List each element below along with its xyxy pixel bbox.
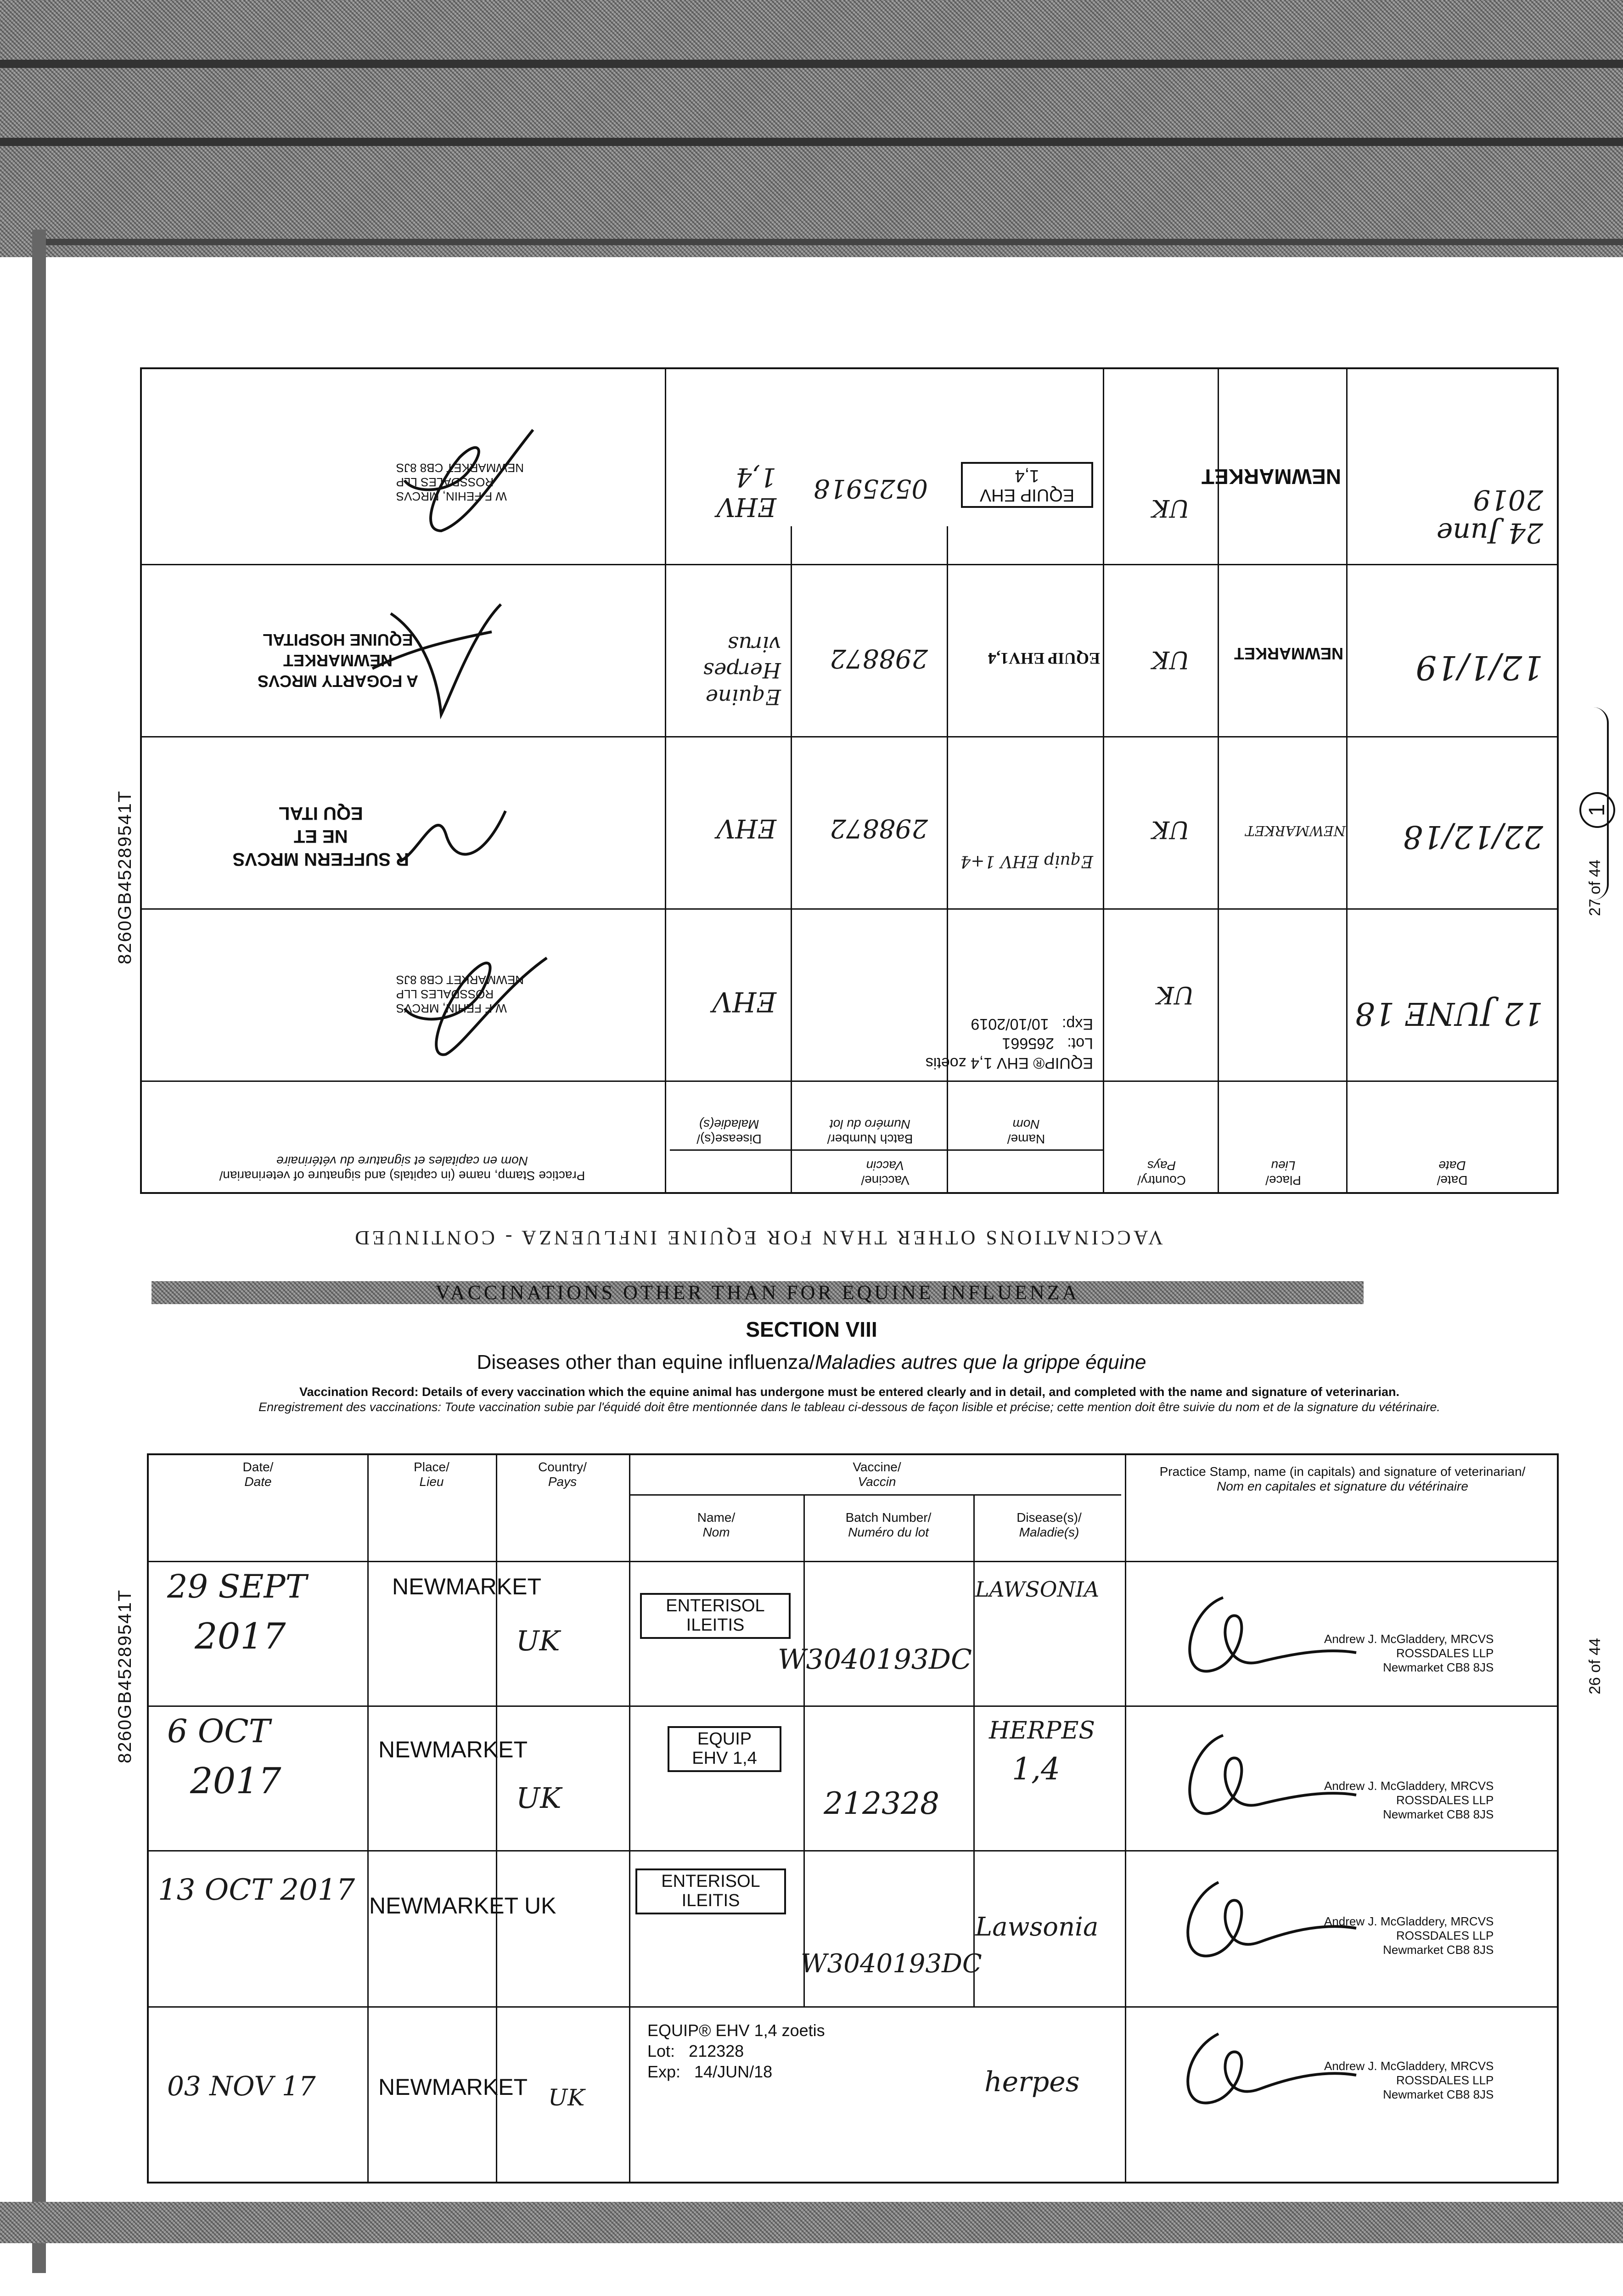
lower-row1-place: NEWMARKET bbox=[392, 1574, 541, 1599]
lower-row1-country: UK bbox=[516, 1625, 560, 1657]
hdr-vaccine: Vaccine/ Vaccin bbox=[853, 1460, 901, 1489]
upper-row2-date: 22/12/18 bbox=[1403, 818, 1543, 855]
lower-row4-country: UK bbox=[548, 2084, 585, 2111]
lower-row1-date-line2: 2017 bbox=[195, 1616, 286, 1657]
upper-row4-vaccine-stamp: EQUIP EHV 1,4 bbox=[961, 462, 1093, 508]
signature-icon bbox=[1168, 2020, 1361, 2121]
upper-row3-batch: 298872 bbox=[830, 643, 928, 673]
upper-row1-vet-stamp: W F FEHIN, MRCVS ROSSDALES LLP NEWMARKET CB8 8JS bbox=[396, 973, 524, 1015]
lower-row2-date-line2: 2017 bbox=[190, 1761, 281, 1802]
lower-row2-country: UK bbox=[516, 1781, 562, 1815]
upper-row1-date: 12 JUNE 18 bbox=[1355, 995, 1543, 1031]
upper-row4-date: 24 June 2019 bbox=[1436, 484, 1543, 549]
upper-row3-disease: Equine Herpes virus bbox=[703, 632, 781, 709]
upper-vaccination-table bbox=[140, 367, 1559, 1194]
signature-icon bbox=[1168, 1868, 1361, 1974]
scan-stripe bbox=[0, 138, 1623, 146]
upper-row1-country: UK bbox=[1156, 981, 1194, 1008]
lower-row2-place: NEWMARKET bbox=[378, 1737, 528, 1762]
upper-row2-batch: 298872 bbox=[830, 813, 928, 843]
upper-row2-disease: EHV bbox=[716, 813, 776, 843]
lower-row3-disease: Lawsonia bbox=[975, 1912, 1099, 1942]
signature-icon bbox=[391, 788, 510, 880]
signature-icon bbox=[1168, 1722, 1361, 1832]
upper-row2-vaccine: Equip EHV 1+4 bbox=[960, 852, 1093, 871]
page-number-lower: 26 of 44 bbox=[1586, 1638, 1604, 1694]
upper-row4-batch: 0525918 bbox=[813, 473, 928, 503]
hdr-name: Name/ Nom bbox=[697, 1510, 736, 1540]
hdr-disease: Disease(s)/ Maladie(s) bbox=[1016, 1510, 1082, 1540]
lower-page bbox=[147, 1453, 1559, 2183]
page-edge bbox=[46, 239, 1623, 245]
lower-row4-place: NEWMARKET bbox=[378, 2074, 528, 2100]
scanner-left-edge bbox=[32, 230, 46, 2273]
upper-row2-country: UK bbox=[1151, 816, 1190, 843]
hdr-vaccine: Vaccine/ Vaccin bbox=[861, 1158, 910, 1187]
lower-row3-date: 13 OCT 2017 bbox=[158, 1873, 355, 1907]
lower-row2-disease-line2: 1,4 bbox=[1012, 1751, 1060, 1787]
section-title: SECTION VIII bbox=[746, 1317, 877, 1341]
lower-row3-vet-stamp: Andrew J. McGladdery, MRCVS ROSSDALES LLP Newmarket CB8 8JS bbox=[1324, 1914, 1494, 1957]
lower-row3-place: NEWMARKET UK bbox=[369, 1893, 556, 1919]
upper-row4-place: NEWMARKET bbox=[1201, 465, 1341, 489]
scanner-bottom-shadow bbox=[0, 2202, 1623, 2243]
upper-row3-date: 12/1/19 bbox=[1415, 648, 1543, 687]
lower-row2-disease-line1: HERPES bbox=[989, 1717, 1095, 1745]
hdr-batch: Batch Number/ Numéro du lot bbox=[827, 1117, 913, 1146]
upper-row3-place: NEWMARKET bbox=[1234, 644, 1343, 663]
signature-icon bbox=[400, 935, 556, 1073]
lower-row1-batch: W3040193DC bbox=[778, 1643, 972, 1676]
hdr-stamp: Practice Stamp, name (in capitals) and signature of veterinarian/ Nom en capitales et signature du vétérinaire bbox=[1159, 1464, 1526, 1494]
lower-row1-vaccine-stamp: ENTERISOL ILEITIS bbox=[640, 1593, 791, 1639]
upper-row3-country: UK bbox=[1151, 646, 1190, 673]
hdr-place: Place/ Lieu bbox=[1265, 1158, 1301, 1187]
lower-row1-vet-stamp: Andrew J. McGladdery, MRCVS ROSSDALES LLP Newmarket CB8 8JS bbox=[1324, 1632, 1494, 1675]
hdr-date: Date/ Date bbox=[242, 1460, 274, 1489]
lower-row2-batch: 212328 bbox=[824, 1786, 939, 1821]
hdr-stamp: Practice Stamp, name (in capitals) and signature of veterinarian/ Nom en capitales et signature du vétérinaire bbox=[219, 1154, 585, 1183]
lower-row2-vet-stamp: Andrew J. McGladdery, MRCVS ROSSDALES LLP Newmarket CB8 8JS bbox=[1324, 1779, 1494, 1822]
lower-section-banner: VACCINATIONS OTHER THAN FOR EQUINE INFLUENZA bbox=[152, 1281, 1364, 1304]
lower-vaccination-table bbox=[147, 1453, 1559, 2183]
upper-page-upside-down bbox=[140, 367, 1559, 1194]
lower-row4-disease: herpes bbox=[984, 2066, 1080, 2098]
upper-row3-vet-stamp: A FOGARTY MRCVS NEWMARKET EQUINE HOSPITAL bbox=[257, 630, 418, 691]
hdr-country: Country/ Pays bbox=[538, 1460, 587, 1489]
upper-row2-vet-stamp: R SUFFERN MRCVS NE ET EQU ITAL bbox=[232, 803, 409, 869]
hdr-date: Date/ Date bbox=[1437, 1158, 1468, 1187]
upper-row3-vaccine: EQUIP EHV1,4 bbox=[988, 649, 1100, 668]
lower-row4-date: 03 NOV 17 bbox=[167, 2071, 316, 2102]
lower-row2-date-line1: 6 OCT bbox=[167, 1712, 270, 1750]
passport-id-lower: 8260GB45289541T bbox=[115, 1589, 135, 1763]
upper-row1-disease: EHV bbox=[712, 985, 776, 1018]
passport-id-upper: 8260GB45289541T bbox=[115, 790, 135, 964]
lower-row1-date-line1: 29 SEPT bbox=[167, 1568, 307, 1605]
hdr-batch: Batch Number/ Numéro du lot bbox=[845, 1510, 932, 1540]
scanner-top-shadow bbox=[0, 0, 1623, 257]
hdr-place: Place/ Lieu bbox=[414, 1460, 449, 1489]
lower-row3-batch: W3040193DC bbox=[801, 1949, 982, 1979]
upper-continued-banner: VACCINATIONS OTHER THAN FOR EQUINE INFLUENZA - CONTINUED bbox=[352, 1227, 1163, 1249]
signature-icon bbox=[1168, 1584, 1361, 1689]
vaccination-record-note-en: Vaccination Record: Details of every vaccination which the equine animal has undergone must be entered clearly and in detail, and completed with the name and signature of veterinarian. bbox=[299, 1385, 1400, 1399]
page-number-upper: 27 of 44 bbox=[1586, 860, 1604, 916]
upper-row1-vaccine: EQUIP® EHV 1,4 zoetis Lot: 265661 Exp: 10/10/2019 bbox=[925, 1015, 1093, 1072]
lower-row1-disease: LAWSONIA bbox=[975, 1577, 1100, 1602]
upper-row4-disease: EHV 1,4 bbox=[716, 462, 776, 522]
signature-icon bbox=[363, 586, 510, 724]
upper-row2-place: NEWMARKET bbox=[1245, 822, 1346, 838]
section-subtitle: Diseases other than equine influenza/Maladies autres que la grippe équine bbox=[477, 1351, 1146, 1373]
lower-row3-vaccine-stamp: ENTERISOL ILEITIS bbox=[635, 1868, 786, 1914]
vaccination-record-note-fr: Enregistrement des vaccinations: Toute vaccination subie par l'équidé doit être mentionnée dans le tableau ci-dessous de façon lisible et précise; cette mention doit être suivie du nom et de la signature du vétérinaire. bbox=[258, 1400, 1440, 1414]
signature-icon bbox=[400, 411, 547, 549]
circled-number-mark: 1 bbox=[1579, 792, 1615, 828]
lower-row4-vaccine: EQUIP® EHV 1,4 zoetis Lot: 212328 Exp: 14/JUN/18 bbox=[647, 2021, 825, 2081]
hdr-name: Name/ Nom bbox=[1007, 1117, 1045, 1146]
scan-stripe bbox=[0, 60, 1623, 68]
lower-row2-vaccine-stamp: EQUIP EHV 1,4 bbox=[668, 1726, 781, 1772]
lower-row4-vet-stamp: Andrew J. McGladdery, MRCVS ROSSDALES LLP Newmarket CB8 8JS bbox=[1324, 2059, 1494, 2102]
upper-row4-country: UK bbox=[1151, 494, 1190, 522]
hdr-disease: Disease(s)/ Maladie(s) bbox=[696, 1117, 762, 1146]
upper-row4-vet-stamp: W F FEHIN, MRCVS ROSSDALES LLP NEWMARKET CB8 8JS bbox=[396, 461, 524, 503]
hdr-country: Country/ Pays bbox=[1137, 1158, 1186, 1187]
